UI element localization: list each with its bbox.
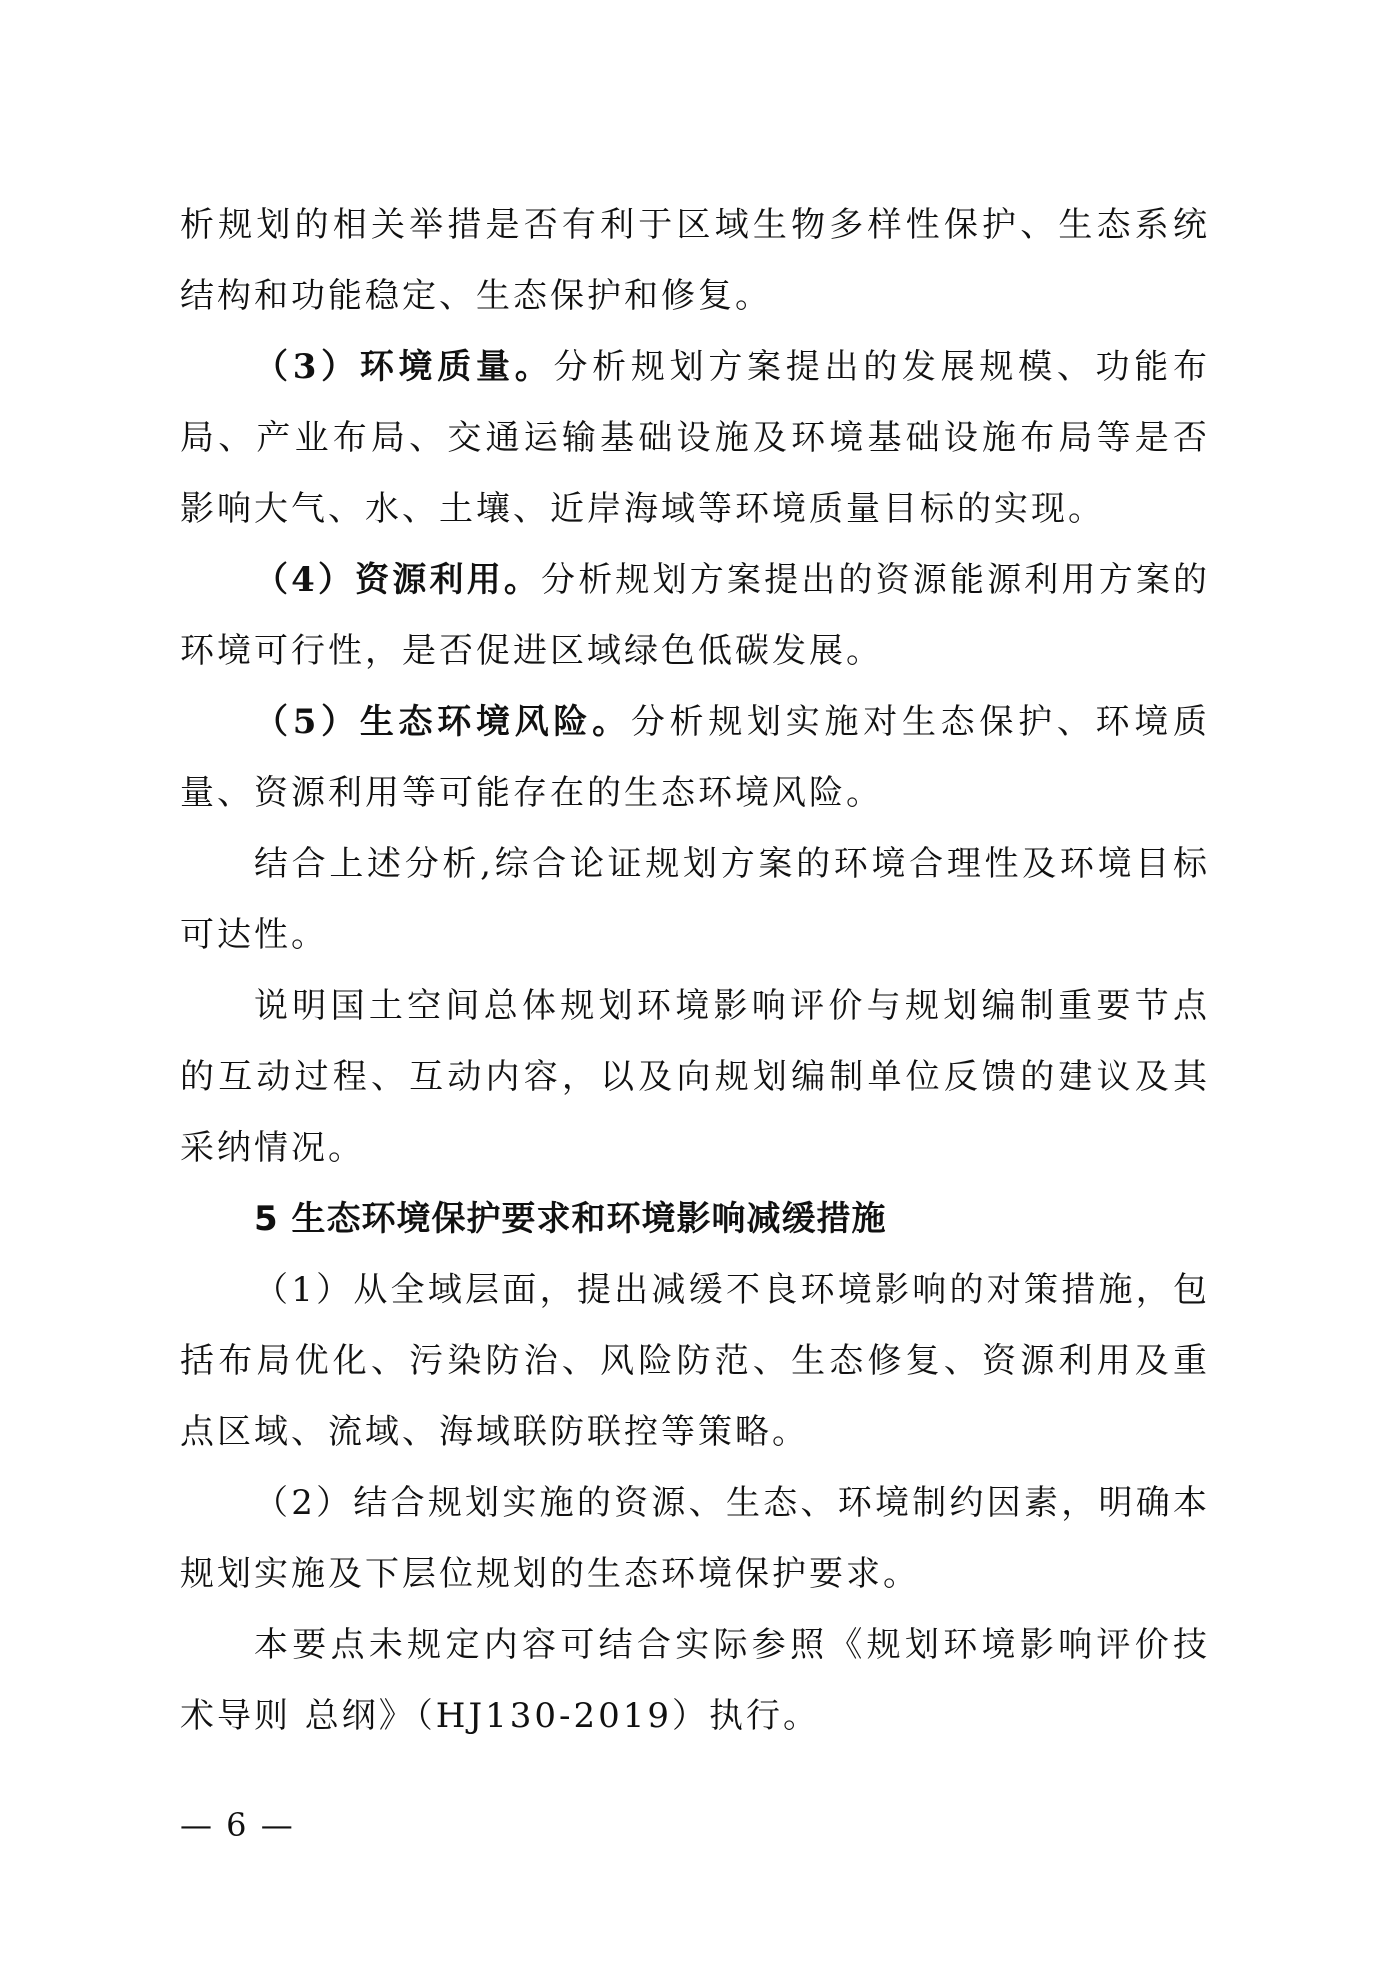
body-text [180, 190, 1210, 1752]
paragraph-conclusion: 结合上述分析,综合论证规划方案的环境合理性及环境目标可达性。 [180, 844, 1210, 955]
paragraph-reference: 本要点未规定内容可结合实际参照《规划环境影响评价技术导则 总纲》（HJ130-2019）执行。 [180, 1625, 1210, 1736]
paragraph-environment-quality [180, 332, 1210, 545]
paragraph-interaction: 说明国土空间总体规划环境影响评价与规划编制重要节点的互动过程、互动内容，以及向规划编制单位反馈的建议及其采纳情况。 [180, 986, 1210, 1168]
paragraph-mitigation-1: （1）从全域层面，提出减缓不良环境影响的对策措施，包括布局优化、污染防治、风险防范、生态修复、资源利用及重点区域、流域、海域联防联控等策略。 [180, 1270, 1210, 1452]
paragraph-lead-environment-quality: （3）环境质量。 [254, 347, 554, 387]
paragraph-body-ecological-risk: 分析规划实施对生态保护、环境质量、资源利用等可能存在的生态环境风险。 [180, 702, 1210, 813]
section-heading-5: 5 生态环境保护要求和环境影响减缓措施 [254, 1199, 887, 1239]
paragraph-body-resource-use: 分析规划方案提出的资源能源利用方案的环境可行性，是否促进区域绿色低碳发展。 [180, 560, 1210, 671]
paragraph-ecological-risk [180, 687, 1210, 829]
paragraph-lead-ecological-risk: （5）生态环境风险。 [254, 702, 631, 742]
paragraph-mitigation-2: （2）结合规划实施的资源、生态、环境制约因素，明确本规划实施及下层位规划的生态环境保护要求。 [180, 1483, 1210, 1594]
paragraph-lead-resource-use: （4）资源利用。 [254, 560, 542, 600]
paragraph-biodiversity: 析规划的相关举措是否有利于区域生物多样性保护、生态系统结构和功能稳定、生态保护和修复。 [180, 205, 1210, 316]
page-number: — 6 — [180, 1806, 295, 1844]
paragraph-resource-use [180, 545, 1210, 687]
paragraph-body-environment-quality: 分析规划方案提出的发展规模、功能布局、产业布局、交通运输基础设施及环境基础设施布局等是否影响大气、水、土壤、近岸海域等环境质量目标的实现。 [180, 347, 1210, 529]
